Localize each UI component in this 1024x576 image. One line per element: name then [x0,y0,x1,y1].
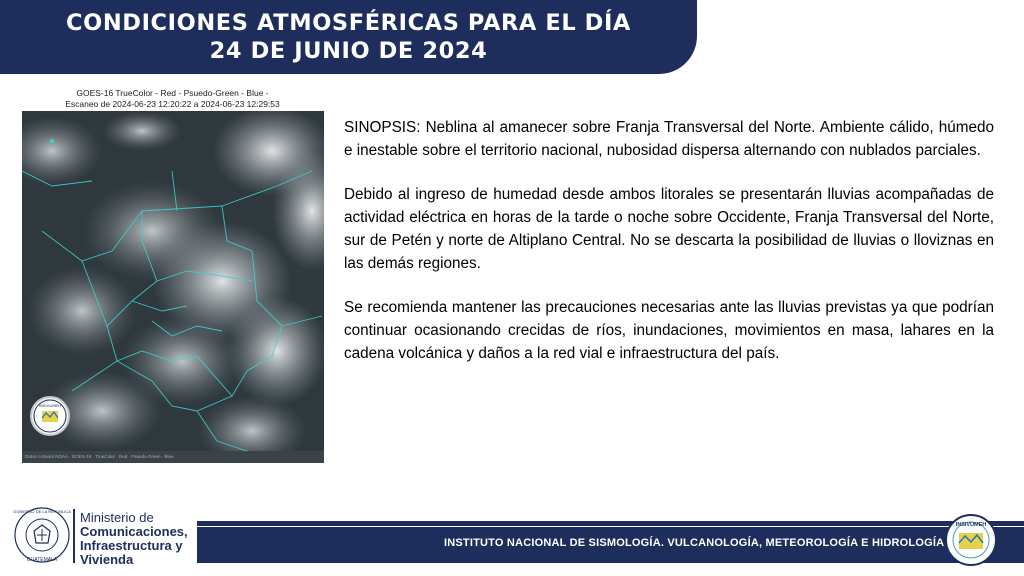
satellite-caption [20,88,325,109]
page-title-line1: CONDICIONES ATMOSFÉRICAS PARA EL DÍA [66,10,631,36]
ministry-line4: Vivienda [80,552,134,567]
insivumeh-logo-icon [944,513,998,567]
header-banner [0,0,697,74]
satellite-credit: Datos cortesía NOAA · GOES-16 · TrueColor · Red · Psuedo-Green · Blue [22,451,324,463]
guatemala-seal-icon [12,505,72,565]
ministry-line2: Comunicaciones, [80,524,188,539]
recommendation-paragraph: Se recomienda mantener las precauciones necesarias ante las lluvias previstas ya que podrían continuar ocasionando crecidas de ríos, inundaciones, movimientos en masa, lahares en la cadena volcánica y daños a la red vial e infraestructura del país. [344,299,994,362]
svg-text:GOBIERNO DE LA REPÚBLICA: GOBIERNO DE LA REPÚBLICA [13,509,71,514]
ministry-divider [73,509,75,563]
ministry-name [80,511,188,567]
ministry-line1: Ministerio de [80,510,154,525]
ministry-line3: Infraestructura y [80,538,183,553]
insivumeh-small-logo [30,396,70,436]
svg-text:GUATEMALA: GUATEMALA [26,557,58,563]
satellite-caption-line2: Escaneo de 2024-06-23 12:20:22 a 2024-06-23 12:29:53 [65,98,280,109]
institute-name: INSTITUTO NACIONAL DE SISMOLOGÍA. VULCANOLOGÍA, METEOROLOGÍA E HIDROLOGÍA [444,537,945,549]
insivumeh-logo-icon [32,398,68,434]
footer-accent-line [197,521,1024,526]
synopsis-paragraph: SINOPSIS: Neblina al amanecer sobre Franja Transversal del Norte. Ambiente cálido, húmedo e inestable sobre el territorio nacional, nubosidad dispersa alternando con nublados parciales. [344,119,994,159]
insivumeh-logo [944,513,998,567]
svg-text:INSIVUMEH: INSIVUMEH [955,522,987,528]
rain-paragraph: Debido al ingreso de humedad desde ambos litorales se presentarán lluvias acompañadas de actividad eléctrica en horas de la tarde o noche sobre Occidente, Franja Transversal del Norte, sur de Petén y norte de Altiplano Central. No se descarta la posibilidad de lluvias o lloviznas en las demás regiones. [344,186,994,272]
forecast-text [344,117,994,387]
guatemala-seal [12,505,72,565]
svg-text:INSIVUMEH: INSIVUMEH [38,403,62,408]
satellite-image [22,111,324,463]
satellite-caption-line1: GOES-16 TrueColor - Red - Psuedo-Green - Blue - [76,88,269,98]
page-title-line2: 24 DE JUNIO DE 2024 [209,38,488,64]
